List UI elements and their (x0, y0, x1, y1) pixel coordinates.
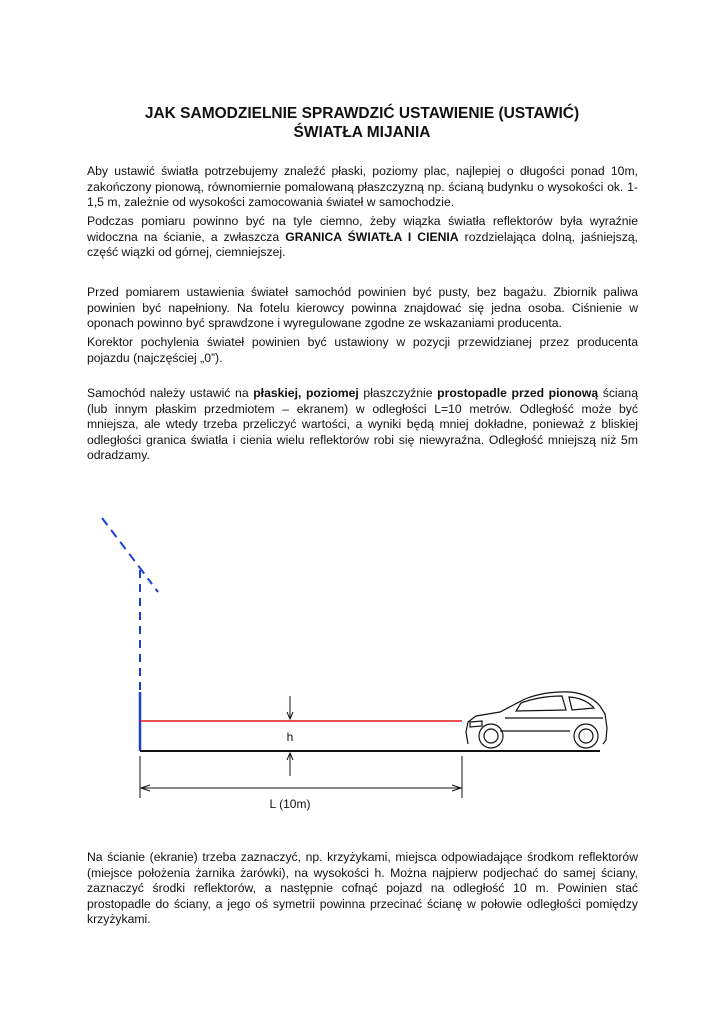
paragraph-leveling-corrector: Korektor pochylenia świateł powinien być ustawiony w pozycji przewidzianej przez producenta pojazdu (najczęściej „0”). (87, 335, 638, 365)
headlight-setup-diagram (0, 500, 724, 820)
paragraph-positioning: Samochód należy ustawić na płaskiej, poziomej płaszczyźnie prostopadle przed pionową ścianą (lub innym płaskim przedmiotem – ekranem) w odległości L=10 metrów. Odległość może być mniejsza, ale wtedy trzeba przeliczyć wartości, a wyniki będą mniej dokładne, ponieważ z bliskiej odległości granica światła i cienia wielu reflektorów robi się niewyraźna. Odległość mniejszą niż 5m odradzamy. (87, 386, 638, 463)
paragraph-vehicle-preparation: Przed pomiarem ustawienia świateł samochód powinien być pusty, bez bagażu. Zbiornik paliwa powinien być napełniony. Na fotelu kierowcy powinna znajdować się jedna osoba. Ciśnienie w oponach powinno być sprawdzone i wyregulowane zgodne ze wskazaniami producenta. (87, 285, 638, 331)
paragraph-darkness: Podczas pomiaru powinno być na tyle ciemno, żeby wiązka światła reflektorów była wyraźnie widoczna na ścianie, a zwłaszcza GRANICA ŚWIATŁA I CIENIA rozdzielająca dolną, jaśniejszą, część wiązki od górnej, ciemniejszej. (87, 214, 638, 260)
screen-tilted-dashed-line (102, 518, 140, 568)
perpendicular-emphasis: prostopadle przed pionową (437, 386, 599, 400)
rear-wheel (574, 724, 598, 748)
distance-label: L (10m) (269, 797, 311, 811)
page-title (80, 104, 644, 142)
flat-horizontal-emphasis: płaskiej, poziomej (253, 386, 359, 400)
front-wheel (479, 724, 503, 748)
light-shadow-boundary-emphasis: GRANICA ŚWIATŁA I CIENIA (285, 229, 459, 244)
height-label: h (286, 730, 294, 744)
title-line-2: ŚWIATŁA MIJANIA (293, 124, 431, 141)
car-illustration (466, 692, 607, 748)
screen-tilt-extension-dashed-line (140, 568, 158, 592)
paragraph-marking-wall: Na ścianie (ekranie) trzeba zaznaczyć, np. krzyżykami, miejsca odpowiadające środkom reflektorów (miejsce położenia żarnika żarówki), na wysokości h. Można najpierw podjechać do samej ściany, zaznaczyć środki reflektorów, a następnie cofnąć pojazd na odległość 10 m. Powinien stać prostopadle do ściany, a jego oś symetrii powinna przecinać ścianę w połowie odległości pomiędzy krzyżykami. (87, 850, 638, 927)
title-line-1: JAK SAMODZIELNIE SPRAWDZIĆ USTAWIENIE (USTAWIĆ) (144, 105, 580, 122)
paragraph-place: Aby ustawić światła potrzebujemy znaleźć płaski, poziomy plac, najlepiej o długości ponad 10m, zakończony pionową, równomiernie pomalowaną płaszczyzną np. ścianą budynku o wysokości ok. 1-1,5 m, zależnie od wysokości zamocowania świateł w samochodzie. (87, 164, 638, 210)
